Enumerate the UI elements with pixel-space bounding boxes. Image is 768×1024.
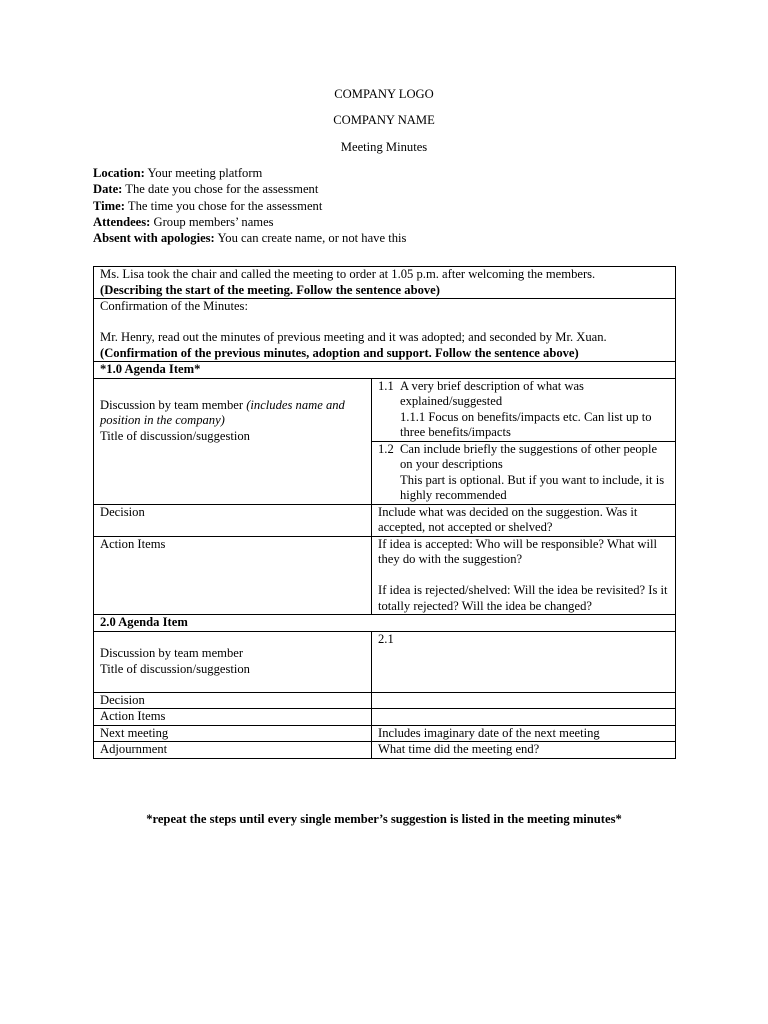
location-value: Your meeting platform	[147, 166, 263, 180]
item-1-2-number: 1.2	[378, 441, 394, 456]
time-label: Time:	[93, 198, 125, 213]
adjournment-text: What time did the meeting end?	[372, 742, 676, 759]
item-1-1-1-text: 1.1.1 Focus on benefits/impacts etc. Can list up to three benefits/impacts	[400, 409, 652, 439]
location-line	[93, 166, 406, 182]
confirmation-row	[94, 299, 676, 362]
attendees-line	[93, 215, 406, 231]
agenda1-discussion-label: Discussion by team member	[100, 397, 244, 412]
agenda2-discussion-row	[94, 631, 676, 692]
agenda1-action-rejected: If idea is rejected/shelved: Will the idea be revisited? Is it totally rejected? Will the idea be changed?	[378, 583, 668, 613]
agenda2-action-row	[94, 709, 676, 726]
agenda2-decision-row	[94, 692, 676, 709]
agenda1-decision-label: Decision	[94, 504, 372, 536]
confirmation-cell	[94, 299, 676, 362]
agenda2-decision-value	[372, 692, 676, 709]
agenda1-action-row	[94, 536, 676, 615]
opening-text: Ms. Lisa took the chair and called the meeting to order at 1.05 p.m. after welcoming the members.	[100, 267, 596, 281]
adjournment-label: Adjournment	[94, 742, 372, 759]
agenda1-item-1-1-cell	[372, 378, 676, 441]
agenda2-discussion-cell	[94, 631, 372, 692]
agenda2-title-label: Title of discussion/suggestion	[100, 661, 250, 676]
absent-label: Absent with apologies:	[93, 231, 215, 246]
agenda1-discussion-cell	[94, 378, 372, 504]
company-name: COMPANY NAME	[333, 113, 435, 127]
meeting-details	[93, 166, 406, 247]
item-1-2-text: Can include briefly the suggestions of other people on your descriptions	[400, 441, 658, 471]
opening-cell	[94, 267, 676, 299]
footer-note: *repeat the steps until every single member’s suggestion is listed in the meeting minutes*	[146, 812, 622, 826]
minutes-table	[93, 266, 676, 759]
agenda2-discussion-label: Discussion by team member	[100, 646, 244, 660]
confirmation-title: Confirmation of the Minutes:	[100, 299, 248, 313]
document-title: Meeting Minutes	[340, 140, 428, 154]
date-label: Date:	[93, 182, 123, 197]
time-value: The time you chose for the assessment	[127, 198, 323, 213]
attendees-label: Attendees:	[93, 214, 151, 229]
agenda2-action-label: Action Items	[94, 709, 372, 726]
next-meeting-row	[94, 725, 676, 742]
absent-line	[93, 231, 406, 247]
agenda2-decision-label: Decision	[94, 692, 372, 709]
agenda1-discussion-row-a	[94, 378, 676, 441]
agenda1-item-1-2-cell	[372, 441, 676, 504]
agenda1-action-label: Action Items	[94, 536, 372, 615]
opening-row	[94, 267, 676, 299]
opening-note: (Describing the start of the meeting. Follow the sentence above)	[100, 282, 440, 297]
next-meeting-text: Includes imaginary date of the next meeting	[372, 725, 676, 742]
confirmation-text: Mr. Henry, read out the minutes of previous meeting and it was adopted; and seconded by Mr. Xuan.	[100, 330, 607, 344]
agenda1-heading-row	[94, 362, 676, 379]
date-line	[93, 182, 406, 198]
attendees-value: Group members’ names	[153, 214, 274, 229]
agenda1-title-label: Title of discussion/suggestion	[100, 428, 250, 443]
item-1-1-number: 1.1	[378, 378, 394, 393]
adjournment-row	[94, 742, 676, 759]
item-1-2-note: This part is optional. But if you want to include, it is highly recommended	[400, 472, 665, 502]
agenda1-action-accepted: If idea is accepted: Who will be responsible? What will they do with the suggestion?	[378, 536, 657, 566]
agenda2-action-value	[372, 709, 676, 726]
agenda2-item-number: 2.1	[378, 631, 394, 646]
next-meeting-label: Next meeting	[94, 725, 372, 742]
agenda1-decision-row	[94, 504, 676, 536]
item-1-1-text: A very brief description of what was explained/suggested	[400, 378, 584, 408]
agenda1-discussion-line	[100, 398, 365, 429]
agenda2-heading: 2.0 Agenda Item	[94, 615, 676, 632]
agenda1-discussion-hint: (includes name and position in the company)	[100, 397, 345, 428]
agenda1-item-1-1	[378, 379, 669, 410]
location-label: Location:	[93, 166, 145, 180]
date-value: The date you chose for the assessment	[125, 182, 319, 197]
time-line	[93, 199, 406, 215]
confirmation-note: (Confirmation of the previous minutes, adoption and support. Follow the sentence above)	[100, 345, 579, 360]
agenda1-action-cell	[372, 536, 676, 615]
agenda1-heading: *1.0 Agenda Item*	[94, 362, 676, 379]
company-logo-text: COMPANY LOGO	[334, 87, 434, 101]
agenda2-heading-row	[94, 615, 676, 632]
absent-value: You can create name, or not have this	[217, 231, 407, 246]
agenda2-item-cell	[372, 631, 676, 692]
agenda1-decision-text: Include what was decided on the suggestion. Was it accepted, not accepted or shelved?	[372, 504, 676, 536]
agenda1-item-1-2	[378, 442, 669, 473]
